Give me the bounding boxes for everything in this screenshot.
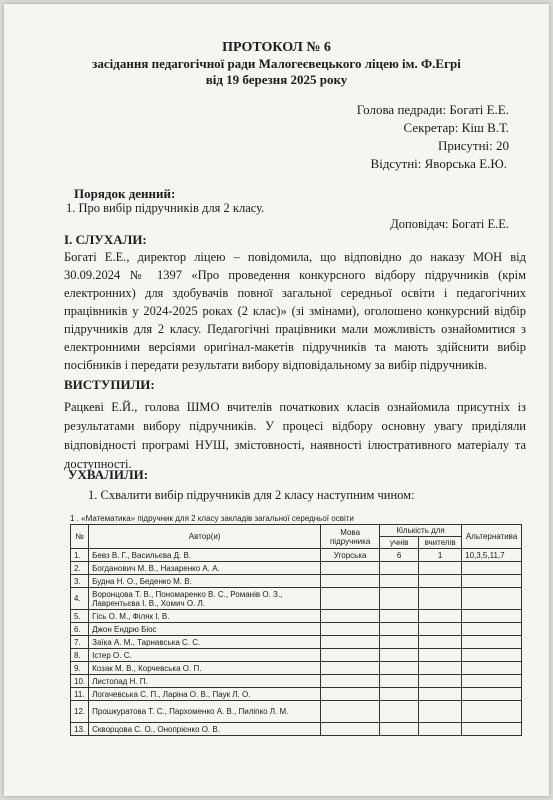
header-num: №	[71, 525, 89, 549]
row-number: 12.	[71, 701, 89, 723]
row-number: 4.	[71, 588, 89, 610]
row-alternative: 10,3,5,11,7	[462, 549, 522, 562]
row-teachers	[419, 610, 462, 623]
row-teachers	[419, 701, 462, 723]
row-number: 7.	[71, 636, 89, 649]
header-count: Кількість для	[380, 525, 462, 537]
row-author: Воронцова Т. В., Пономаренко В. С., Романів О. З., Лавpентьєва І. В., Хомич О. Л.	[89, 588, 321, 610]
header-author: Автор(и)	[89, 525, 321, 549]
protocol-date: від 19 березня 2025 року	[205, 72, 348, 87]
row-alternative	[462, 575, 522, 588]
header-teachers: вчителів	[419, 537, 462, 549]
row-teachers	[419, 688, 462, 701]
secretary-line: Секретар: Кіш В.Т.	[403, 120, 509, 135]
row-language	[321, 688, 380, 701]
row-language	[321, 623, 380, 636]
row-teachers	[419, 649, 462, 662]
row-teachers	[419, 636, 462, 649]
row-language	[321, 588, 380, 610]
row-number: 8.	[71, 649, 89, 662]
row-teachers	[419, 723, 462, 736]
table-row	[71, 701, 522, 723]
protocol-subtitle: засідання педагогічної ради Малогеєвецького ліцею ім. Ф.Егрі	[92, 56, 461, 71]
row-author: Скворцова С. О., Онопрієнко О. В.	[89, 723, 321, 736]
row-number: 13.	[71, 723, 89, 736]
row-students	[380, 575, 419, 588]
row-language	[321, 649, 380, 662]
row-alternative	[462, 610, 522, 623]
row-author: Богданович М. В., Назаренко А. А.	[89, 562, 321, 575]
table-row	[71, 688, 522, 701]
row-alternative	[462, 588, 522, 610]
table-row	[71, 610, 522, 623]
listened-heading: І. СЛУХАЛИ:	[64, 232, 147, 247]
row-author: Прошкуратова Т. С., Пархоменко А. В., Пиліпко Л. М.	[89, 701, 321, 723]
document-page	[4, 4, 549, 796]
table-row	[71, 588, 522, 610]
row-alternative	[462, 688, 522, 701]
row-alternative	[462, 562, 522, 575]
spoke-heading: ВИСТУПИЛИ:	[64, 377, 155, 392]
resolved-heading: УХВАЛИЛИ:	[68, 467, 149, 482]
agenda-heading: Порядок денний:	[74, 186, 176, 201]
row-author: Будна Н. О., Беденко М. В.	[89, 575, 321, 588]
table-row	[71, 636, 522, 649]
row-alternative	[462, 649, 522, 662]
row-teachers	[419, 562, 462, 575]
row-number: 1.	[71, 549, 89, 562]
table-row	[71, 723, 522, 736]
row-language	[321, 723, 380, 736]
row-number: 11.	[71, 688, 89, 701]
textbook-table	[70, 524, 522, 736]
listened-text: Богаті Е.Е., директор ліцею – повідомила, що відповідно до наказу МОН від 30.09.2024 № 1397 «Про проведення конкурсного відбору підручників (крім електронних) для здобувачів повної загальної середньої освіти і педагогічних працівників у 2024-2025 роках (2 клас)» (зі змінами), оголошено конкурсний відбір підручників для 2 класу. Педагогічні працівники мали можливість ознайомитися з електронними версіями оригінал-макетів підручників та мають здійснити вибір посібників і передати результати вибору відповідальному за вибір підручників.	[64, 250, 526, 372]
row-students	[380, 649, 419, 662]
row-language	[321, 610, 380, 623]
row-teachers	[419, 623, 462, 636]
row-number: 10.	[71, 675, 89, 688]
row-language	[321, 562, 380, 575]
row-alternative	[462, 623, 522, 636]
row-students	[380, 588, 419, 610]
table-row	[71, 623, 522, 636]
row-students	[380, 662, 419, 675]
header-alternative: Альтернатива	[462, 525, 522, 549]
chair-line: Голова педради: Богаті Е.Е.	[356, 102, 509, 117]
row-students	[380, 636, 419, 649]
row-students	[380, 688, 419, 701]
row-alternative	[462, 701, 522, 723]
row-teachers	[419, 662, 462, 675]
table-row	[71, 562, 522, 575]
row-author: Козак М. В., Корчевська О. П.	[89, 662, 321, 675]
row-students	[380, 610, 419, 623]
row-alternative	[462, 636, 522, 649]
row-author: Логачевська С. П., Ларіна О. В., Паук Л. О.	[89, 688, 321, 701]
table-row	[71, 649, 522, 662]
present-line: Присутні: 20	[437, 138, 509, 153]
row-language	[321, 636, 380, 649]
protocol-title: ПРОТОКОЛ № 6	[222, 40, 331, 55]
row-teachers	[419, 675, 462, 688]
row-teachers	[419, 588, 462, 610]
table-row	[71, 675, 522, 688]
row-teachers	[419, 575, 462, 588]
agenda-item: 1. Про вибір підручників для 2 класу.	[66, 201, 265, 215]
row-students	[380, 562, 419, 575]
row-teachers: 1	[419, 549, 462, 562]
row-number: 6.	[71, 623, 89, 636]
table-row	[71, 549, 522, 562]
row-author: Листопад Н. П.	[89, 675, 321, 688]
row-students	[380, 701, 419, 723]
row-language	[321, 575, 380, 588]
row-language	[321, 701, 380, 723]
spoke-text: Рацкеві Е.Й., голова ШМО вчителів початкових класів ознайомила присутніх із результатами вибору підручників. У процесі відбору основну увагу приділяли відповідності програмі НУШ, змістовності, наявності ілюстративного матеріалу та доступності.	[64, 400, 526, 471]
row-language: Угорська	[321, 549, 380, 562]
table-caption: 1 . «Математика» підручник для 2 класу закладів загальної середньої освіти	[70, 514, 354, 523]
table-row	[71, 575, 522, 588]
row-alternative	[462, 662, 522, 675]
absent-line: Відсутні: Яворська Е.Ю.	[370, 156, 507, 171]
row-alternative	[462, 675, 522, 688]
row-students: 6	[380, 549, 419, 562]
row-author: Істер О. С.	[89, 649, 321, 662]
row-author: Заїка А. М., Тарнавська С. С.	[89, 636, 321, 649]
row-author: Джон Ендрю Біос	[89, 623, 321, 636]
header-students: учнів	[380, 537, 419, 549]
row-language	[321, 662, 380, 675]
row-author: Гісь О. М., Філяк І. В.	[89, 610, 321, 623]
row-number: 3.	[71, 575, 89, 588]
row-number: 5.	[71, 610, 89, 623]
row-students	[380, 675, 419, 688]
resolved-item: 1. Схвалити вибір підручників для 2 класу наступним чином:	[88, 488, 415, 502]
row-author: Бевз В. Г., Васильєва Д. В.	[89, 549, 321, 562]
header-language: Мова підручника	[321, 525, 380, 549]
row-number: 9.	[71, 662, 89, 675]
row-number: 2.	[71, 562, 89, 575]
row-language	[321, 675, 380, 688]
table-row	[71, 662, 522, 675]
row-students	[380, 723, 419, 736]
agenda-speaker: Доповідач: Богаті Е.Е.	[390, 217, 509, 231]
row-alternative	[462, 723, 522, 736]
row-students	[380, 623, 419, 636]
